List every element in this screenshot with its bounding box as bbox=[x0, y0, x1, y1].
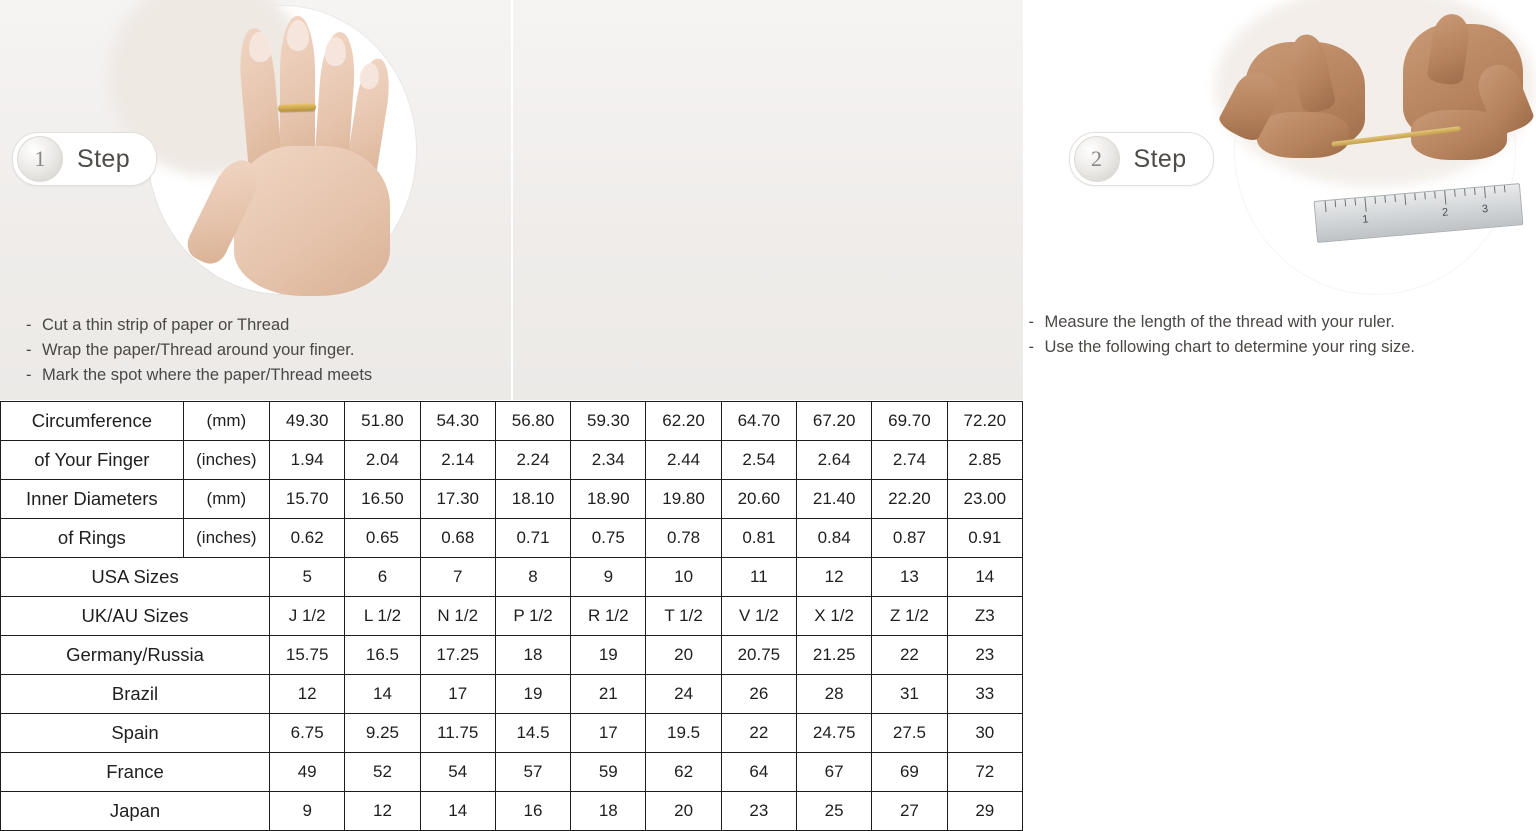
hand-ruler-illustration bbox=[1235, 6, 1515, 294]
cell: 5 bbox=[270, 558, 345, 597]
cell: 2.24 bbox=[495, 441, 570, 480]
cell: 24.75 bbox=[797, 714, 872, 753]
cell: 56.80 bbox=[495, 402, 570, 441]
cell: 69 bbox=[872, 753, 947, 792]
cell: 18 bbox=[495, 636, 570, 675]
cell: 57 bbox=[495, 753, 570, 792]
cell: 2.04 bbox=[345, 441, 420, 480]
step-2-bullets bbox=[1029, 310, 1416, 360]
hand-illustration bbox=[148, 6, 416, 294]
table-row bbox=[1, 558, 1023, 597]
row-label-circumference: Circumference bbox=[1, 402, 184, 441]
cell: 0.62 bbox=[270, 519, 345, 558]
cell: Z3 bbox=[947, 597, 1022, 636]
cell: 24 bbox=[646, 675, 721, 714]
bullet: - Use the following chart to determine your ring size. bbox=[1028, 338, 1416, 356]
cell: 20.60 bbox=[721, 480, 796, 519]
step-1-badge bbox=[12, 132, 157, 186]
cell: 0.65 bbox=[345, 519, 420, 558]
step-2-photo bbox=[1235, 6, 1515, 294]
ruler-number: 1 bbox=[1361, 213, 1369, 226]
cell: 49 bbox=[270, 753, 345, 792]
cell: V 1/2 bbox=[721, 597, 796, 636]
cell: 72.20 bbox=[947, 402, 1022, 441]
cell: 2.74 bbox=[872, 441, 947, 480]
cell: 0.84 bbox=[797, 519, 872, 558]
ring-band bbox=[278, 103, 316, 111]
table-row bbox=[1, 402, 1023, 441]
cell: 31 bbox=[872, 675, 947, 714]
cell: 0.71 bbox=[495, 519, 570, 558]
cell: P 1/2 bbox=[495, 597, 570, 636]
cell: X 1/2 bbox=[797, 597, 872, 636]
cell: 18.90 bbox=[571, 480, 646, 519]
cell: 6 bbox=[345, 558, 420, 597]
row-label-circumference-2: of Your Finger bbox=[1, 441, 184, 480]
step-1-word: Step bbox=[77, 144, 131, 173]
cell: 21 bbox=[571, 675, 646, 714]
cell: 12 bbox=[345, 792, 420, 831]
row-label-usa: USA Sizes bbox=[1, 558, 270, 597]
cell: 10 bbox=[646, 558, 721, 597]
cell: 23 bbox=[947, 636, 1022, 675]
table-row bbox=[1, 441, 1023, 480]
cell: 59.30 bbox=[571, 402, 646, 441]
cell: 54 bbox=[420, 753, 495, 792]
cell: 14 bbox=[345, 675, 420, 714]
cell: 19.80 bbox=[646, 480, 721, 519]
table-row bbox=[1, 714, 1023, 753]
cell: J 1/2 bbox=[270, 597, 345, 636]
cell: 6.75 bbox=[270, 714, 345, 753]
cell: 67 bbox=[797, 753, 872, 792]
row-label-inner-diameter: Inner Diameters bbox=[1, 480, 184, 519]
cell: 67.20 bbox=[797, 402, 872, 441]
cell: 22 bbox=[872, 636, 947, 675]
cell: 17.25 bbox=[420, 636, 495, 675]
bullet: - Cut a thin strip of paper or Thread bbox=[26, 316, 290, 334]
cell: 0.68 bbox=[420, 519, 495, 558]
cell: 7 bbox=[420, 558, 495, 597]
cell: 18.10 bbox=[495, 480, 570, 519]
cell: 52 bbox=[345, 753, 420, 792]
step-2-number: 2 bbox=[1074, 136, 1120, 182]
cell: 0.87 bbox=[872, 519, 947, 558]
cell: 14 bbox=[947, 558, 1022, 597]
cell: 0.91 bbox=[947, 519, 1022, 558]
cell: 62 bbox=[646, 753, 721, 792]
cell: 59 bbox=[571, 753, 646, 792]
cell: 26 bbox=[721, 675, 796, 714]
cell: 30 bbox=[947, 714, 1022, 753]
step-panel-2 bbox=[513, 0, 1489, 400]
cell: 22.20 bbox=[872, 480, 947, 519]
cell: 16.5 bbox=[345, 636, 420, 675]
cell: 27 bbox=[872, 792, 947, 831]
ring-size-table bbox=[0, 401, 1023, 831]
cell: 25 bbox=[797, 792, 872, 831]
cell: 23.00 bbox=[947, 480, 1022, 519]
cell: 12 bbox=[797, 558, 872, 597]
ruler bbox=[1313, 183, 1523, 243]
unit-mm: (mm) bbox=[183, 402, 269, 441]
cell: 0.75 bbox=[571, 519, 646, 558]
cell: 21.40 bbox=[797, 480, 872, 519]
cell: 14 bbox=[420, 792, 495, 831]
cell: 2.14 bbox=[420, 441, 495, 480]
table-row bbox=[1, 675, 1023, 714]
cell: T 1/2 bbox=[646, 597, 721, 636]
cell: 17 bbox=[420, 675, 495, 714]
cell: 8 bbox=[495, 558, 570, 597]
cell: 16 bbox=[495, 792, 570, 831]
step-1-photo bbox=[148, 6, 416, 294]
unit-inches: (inches) bbox=[183, 441, 269, 480]
cell: 21.25 bbox=[797, 636, 872, 675]
cell: 20.75 bbox=[721, 636, 796, 675]
cell: 11.75 bbox=[420, 714, 495, 753]
cell: 14.5 bbox=[495, 714, 570, 753]
cell: 9.25 bbox=[345, 714, 420, 753]
cell: L 1/2 bbox=[345, 597, 420, 636]
cell: 17 bbox=[571, 714, 646, 753]
cell: 49.30 bbox=[270, 402, 345, 441]
unit-mm: (mm) bbox=[183, 480, 269, 519]
cell: 15.70 bbox=[270, 480, 345, 519]
step-2-badge bbox=[1069, 132, 1214, 186]
cell: 54.30 bbox=[420, 402, 495, 441]
cell: Z 1/2 bbox=[872, 597, 947, 636]
step-1-number: 1 bbox=[17, 136, 63, 182]
table-row bbox=[1, 519, 1023, 558]
step-1-bullets bbox=[26, 313, 372, 388]
cell: 18 bbox=[571, 792, 646, 831]
steps-section bbox=[0, 0, 1489, 400]
cell: N 1/2 bbox=[420, 597, 495, 636]
cell: 0.78 bbox=[646, 519, 721, 558]
row-label-spain: Spain bbox=[1, 714, 270, 753]
cell: 29 bbox=[947, 792, 1022, 831]
cell: 9 bbox=[270, 792, 345, 831]
step-panel-1 bbox=[0, 0, 513, 400]
cell: 0.81 bbox=[721, 519, 796, 558]
cell: 2.85 bbox=[947, 441, 1022, 480]
cell: 20 bbox=[646, 792, 721, 831]
table-row bbox=[1, 636, 1023, 675]
row-label-france: France bbox=[1, 753, 270, 792]
table-row bbox=[1, 480, 1023, 519]
cell: 15.75 bbox=[270, 636, 345, 675]
cell: 19 bbox=[571, 636, 646, 675]
cell: 62.20 bbox=[646, 402, 721, 441]
cell: 12 bbox=[270, 675, 345, 714]
ruler-number: 2 bbox=[1441, 206, 1449, 219]
cell: 2.54 bbox=[721, 441, 796, 480]
cell: 69.70 bbox=[872, 402, 947, 441]
cell: 2.44 bbox=[646, 441, 721, 480]
cell: 17.30 bbox=[420, 480, 495, 519]
cell: 1.94 bbox=[270, 441, 345, 480]
cell: 28 bbox=[797, 675, 872, 714]
cell: 33 bbox=[947, 675, 1022, 714]
bullet: - Wrap the paper/Thread around your finger. bbox=[26, 341, 355, 359]
cell: 11 bbox=[721, 558, 796, 597]
ruler-number: 3 bbox=[1480, 202, 1489, 216]
cell: 27.5 bbox=[872, 714, 947, 753]
row-label-uk-au: UK/AU Sizes bbox=[1, 597, 270, 636]
cell: 23 bbox=[721, 792, 796, 831]
bullet: - Mark the spot where the paper/Thread meets bbox=[26, 366, 373, 384]
cell: 64.70 bbox=[721, 402, 796, 441]
cell: 51.80 bbox=[345, 402, 420, 441]
row-label-brazil: Brazil bbox=[1, 675, 270, 714]
cell: 19.5 bbox=[646, 714, 721, 753]
cell: 19 bbox=[495, 675, 570, 714]
row-label-germany-russia: Germany/Russia bbox=[1, 636, 270, 675]
cell: 20 bbox=[646, 636, 721, 675]
table-row bbox=[1, 792, 1023, 831]
cell: 72 bbox=[947, 753, 1022, 792]
cell: 2.64 bbox=[797, 441, 872, 480]
cell: 9 bbox=[571, 558, 646, 597]
table-row bbox=[1, 597, 1023, 636]
cell: 16.50 bbox=[345, 480, 420, 519]
row-label-japan: Japan bbox=[1, 792, 270, 831]
cell: 2.34 bbox=[571, 441, 646, 480]
cell: R 1/2 bbox=[571, 597, 646, 636]
cell: 22 bbox=[721, 714, 796, 753]
cell: 64 bbox=[721, 753, 796, 792]
cell: 13 bbox=[872, 558, 947, 597]
table-row bbox=[1, 753, 1023, 792]
unit-inches: (inches) bbox=[183, 519, 269, 558]
row-label-inner-diameter-2: of Rings bbox=[1, 519, 184, 558]
bullet: - Measure the length of the thread with your ruler. bbox=[1028, 313, 1395, 331]
step-2-word: Step bbox=[1133, 144, 1187, 173]
